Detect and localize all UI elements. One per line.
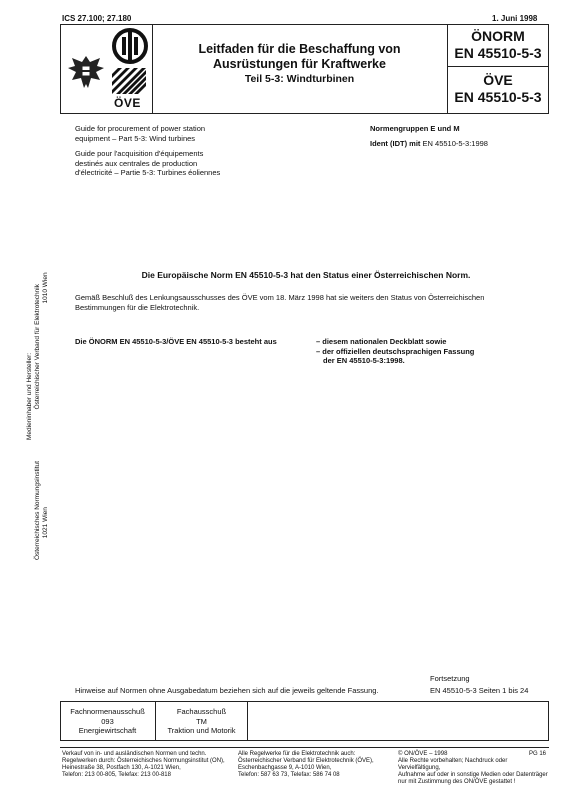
divider <box>60 747 549 748</box>
sidebar-text: 1021 Wien <box>42 507 49 539</box>
ove-number: EN 45510-5-3 <box>454 89 542 105</box>
onorm-label: ÖNORM <box>471 28 525 44</box>
committee-number: 093 <box>101 716 114 726</box>
imprint-line: Alle Regelwerke für die Elektrotechnik auch: <box>238 751 356 757</box>
copyright-notice: © ON/ÖVE – 1998 <box>398 751 448 757</box>
sidebar-line <box>34 272 42 560</box>
consists-list <box>316 337 474 366</box>
imprint-line: Eschenbachgasse 9, A-1010 Wien, <box>238 765 332 771</box>
imprint-on <box>62 751 232 779</box>
imprint-copyright <box>398 751 548 786</box>
title-part: Teil 5-3: Windturbinen <box>244 73 355 85</box>
imprint-line: Alle Rechte vorbehalten; Nachdruck oder Vervielfältigung, <box>398 758 508 771</box>
ove-logo-text: ÖVE <box>114 96 141 110</box>
sidebar-text: Österreichisches Normungsinstitut <box>34 461 41 560</box>
imprint-line: nur mit Zustimmung des ON/ÖVE gestattet ! <box>398 779 516 785</box>
divider <box>247 701 248 741</box>
english-title <box>75 124 335 143</box>
standard-groups: Normengruppen E und M <box>370 124 460 133</box>
price-group: PG 16 <box>528 751 546 757</box>
title-line-1: Leitfaden für die Beschaffung von <box>198 42 401 56</box>
ident-value: EN 45510-5-3:1998 <box>422 139 488 148</box>
on-logo-icon <box>112 28 148 64</box>
french-title-line: d'électricité – Partie 5-3: Turbines éoliennes <box>75 168 221 177</box>
paragraph-line: Gemäß Beschluß des Lenkungsausschusses des ÖVE vom 18. März 1998 hat sie weiters den Status von Österreichischen <box>75 293 485 302</box>
sidebar-text: 1010 Wien <box>42 272 49 304</box>
consists-item: der EN 45510-5-3:1998. <box>323 356 405 365</box>
continuation-label: Fortsetzung <box>430 674 470 683</box>
committee-name: Energiewirtschaft <box>78 726 137 735</box>
ics-code: ICS 27.100; 27.180 <box>62 14 132 23</box>
publication-date: 1. Juni 1998 <box>492 14 538 23</box>
french-title-line: destinés aux centrales de production <box>75 158 198 168</box>
french-title <box>75 149 335 178</box>
document-title <box>152 42 447 85</box>
ove-label: ÖVE <box>483 72 513 88</box>
paragraph-line: Bestimmungen für die Elektrotechnik. <box>75 302 200 312</box>
consists-statement: Die ÖNORM EN 45510-5-3/ÖVE EN 45510-5-3 besteht aus <box>75 337 277 346</box>
english-title-line: Guide for procurement of power station <box>75 124 206 133</box>
imprint-line: Heinestraße 38, Postfach 130, A-1021 Wien, <box>62 765 181 771</box>
consists-item: – diesem nationalen Deckblatt sowie <box>316 337 447 346</box>
ove-code-block <box>447 72 549 106</box>
sidebar-line <box>42 272 50 560</box>
status-paragraph <box>75 293 545 312</box>
imprint-line: Aufnahme auf oder in sonstige Medien oder Datenträger <box>398 772 548 778</box>
imprint-line: Telefon: 587 63 73, Telefax: 586 74 08 <box>238 772 340 778</box>
committee-title: Fachausschuß <box>176 707 227 716</box>
committee-on <box>60 707 155 736</box>
austrian-eagle-icon <box>64 50 108 94</box>
committee-name: Traktion und Motorik <box>167 726 236 735</box>
committee-ove <box>156 707 247 736</box>
english-title-line: equipment – Part 5-3: Wind turbines <box>75 133 196 143</box>
imprint-line: Regelwerken durch: Österreichisches Normungsinstitut (ON), <box>62 758 225 764</box>
french-title-line: Guide pour l'acquisition d'équipements <box>75 149 204 158</box>
status-heading: Die Europäische Norm EN 45510-5-3 hat den Status einer Österreichischen Norm. <box>141 270 471 280</box>
ident-label: Ident (IDT) mit <box>370 139 421 148</box>
imprint-line: Telefon: 213 00-805, Telefax: 213 00-818 <box>62 772 171 778</box>
imprint-line: Österreichischer Verband für Elektrotechnik (ÖVE), <box>238 758 374 764</box>
undated-references-hint: Hinweise auf Normen ohne Ausgabedatum beziehen sich auf die jeweils geltende Fassung. <box>75 686 379 695</box>
committee-number: TM <box>196 716 207 726</box>
divider <box>447 66 549 67</box>
onorm-code-block <box>447 28 549 62</box>
identity-statement <box>370 139 488 149</box>
sidebar-line: Medieninhaber und Hersteller: <box>26 352 33 440</box>
publisher-sidebar <box>26 272 50 560</box>
continuation-pages: EN 45510-5-3 Seiten 1 bis 24 <box>430 686 529 695</box>
committee-title: Fachnormenausschuß <box>70 707 145 716</box>
imprint-ove <box>238 751 398 779</box>
title-line-2: Ausrüstungen für Kraftwerke <box>213 57 386 71</box>
sidebar-text: Österreichischer Verband für Elektrotechnik <box>34 284 41 410</box>
onorm-number: EN 45510-5-3 <box>454 45 542 61</box>
imprint-line: Verkauf von in- und ausländischen Normen und techn. <box>62 751 207 757</box>
copyright-row <box>398 751 548 758</box>
consists-item: – der offiziellen deutschsprachigen Fassung <box>316 346 475 356</box>
